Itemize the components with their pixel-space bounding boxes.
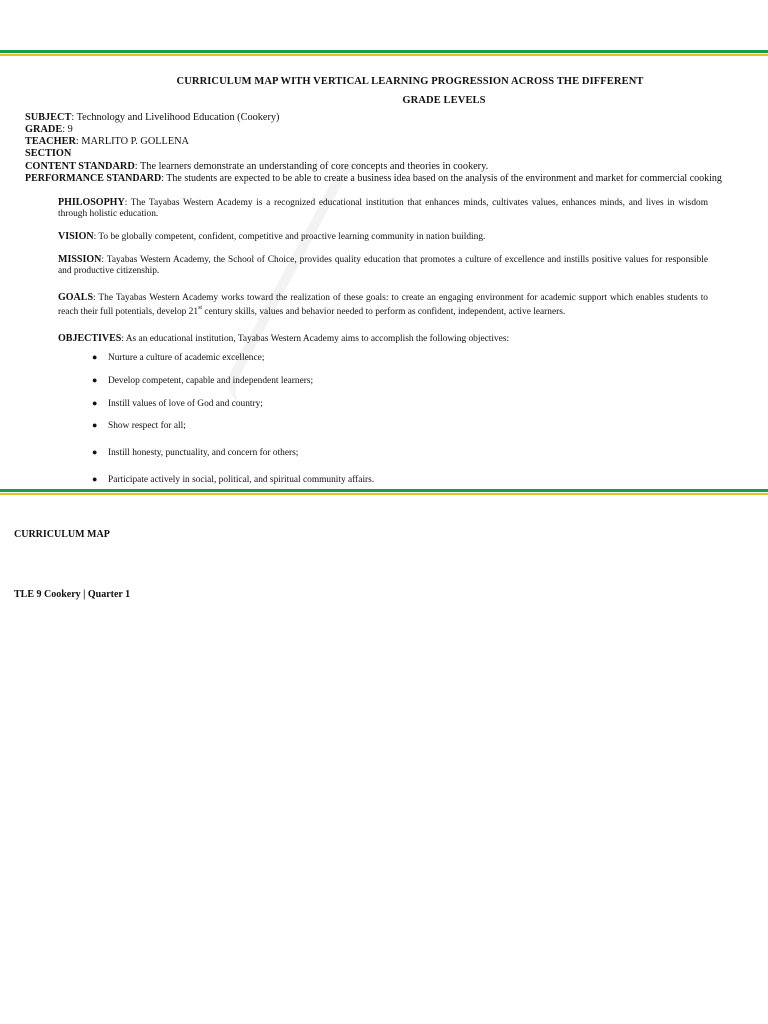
grade-row <box>25 124 73 136</box>
bullet-icon: ● <box>92 420 98 430</box>
list-item <box>92 420 186 432</box>
bottom-rule <box>0 489 768 495</box>
objective-item: Instill values of love of God and country; <box>108 399 263 409</box>
list-item <box>92 447 298 459</box>
objective-item: Nurture a culture of academic excellence; <box>108 353 265 363</box>
objective-item: Show respect for all; <box>108 421 186 431</box>
philosophy-label: PHILOSOPHY <box>58 197 125 208</box>
subject-label: SUBJECT <box>25 112 72 123</box>
objective-item: Participate actively in social, political, and spiritual community affairs. <box>108 475 375 485</box>
objectives-text: : As an educational institution, Tayabas Western Academy aims to accomplish the following objectives: <box>121 334 510 344</box>
curriculum-map-heading: CURRICULUM MAP <box>14 529 110 540</box>
top-rule <box>0 50 768 56</box>
bullet-icon: ● <box>92 352 98 362</box>
vision-paragraph <box>58 231 708 243</box>
objective-item: Develop competent, capable and independent learners; <box>108 376 314 386</box>
objective-item: Instill honesty, punctuality, and concern for others; <box>108 448 299 458</box>
mission-text: : Tayabas Western Academy, the School of Choice, provides quality education that promotes a culture of excellence and instills positive values for responsible and productive citizenship. <box>58 255 708 276</box>
bullet-icon: ● <box>92 447 98 457</box>
goals-paragraph <box>58 291 708 319</box>
philosophy-paragraph <box>58 197 708 220</box>
content-standard-value: : The learners demonstrate an understanding of core concepts and theories in cookery. <box>134 161 489 172</box>
list-item <box>92 352 264 364</box>
vision-text: : To be globally competent, confident, competitive and proactive learning community in nation building. <box>93 232 486 242</box>
goals-superscript: st <box>198 305 203 311</box>
list-item <box>92 398 263 410</box>
goals-text-b: century skills, values and behavior needed to perform as confident, independent, active learners. <box>202 307 566 317</box>
doc-title-line1: CURRICULUM MAP WITH VERTICAL LEARNING PROGRESSION ACROSS THE DIFFERENT <box>176 76 644 87</box>
grade-value: : 9 <box>62 124 73 135</box>
performance-standard-label: PERFORMANCE STANDARD <box>25 173 162 184</box>
philosophy-text: : The Tayabas Western Academy is a recognized educational institution that enhances minds, cultivates values, enhances minds, and lives in wisdom through holistic education. <box>58 198 708 219</box>
subject-row <box>25 112 279 124</box>
content-standard-row <box>25 161 488 173</box>
mission-label: MISSION <box>58 254 102 265</box>
objectives-paragraph <box>58 333 708 345</box>
teacher-value: : MARLITO P. GOLLENA <box>75 136 189 147</box>
mission-paragraph <box>58 254 708 277</box>
goals-label: GOALS <box>58 292 94 303</box>
section-row <box>25 148 71 160</box>
section-label: SECTION <box>25 148 72 159</box>
grade-label: GRADE <box>25 124 63 135</box>
list-item <box>92 375 313 387</box>
bullet-icon: ● <box>92 375 98 385</box>
performance-standard-value: : The students are expected to be able to create a business idea based on the analysis of the environment and market for commercial cooking <box>161 173 722 184</box>
list-item <box>92 474 374 486</box>
doc-title-line2: GRADE LEVELS <box>402 95 486 106</box>
objectives-label: OBJECTIVES <box>58 333 122 344</box>
teacher-label: TEACHER <box>25 136 76 147</box>
goals-text-a: : The Tayabas Western Academy works toward the realization of these goals: to create an engaging environment for academic support which enables students to reach their full potentials, develop 21 <box>58 293 708 317</box>
vision-label: VISION <box>58 231 94 242</box>
content-standard-label: CONTENT STANDARD <box>25 161 135 172</box>
performance-standard-row <box>25 173 722 185</box>
subject-value: : Technology and Livelihood Education (Cookery) <box>71 112 280 123</box>
quarter-heading: TLE 9 Cookery | Quarter 1 <box>14 589 131 600</box>
teacher-row <box>25 136 189 148</box>
bullet-icon: ● <box>92 474 98 484</box>
bullet-icon: ● <box>92 398 98 408</box>
